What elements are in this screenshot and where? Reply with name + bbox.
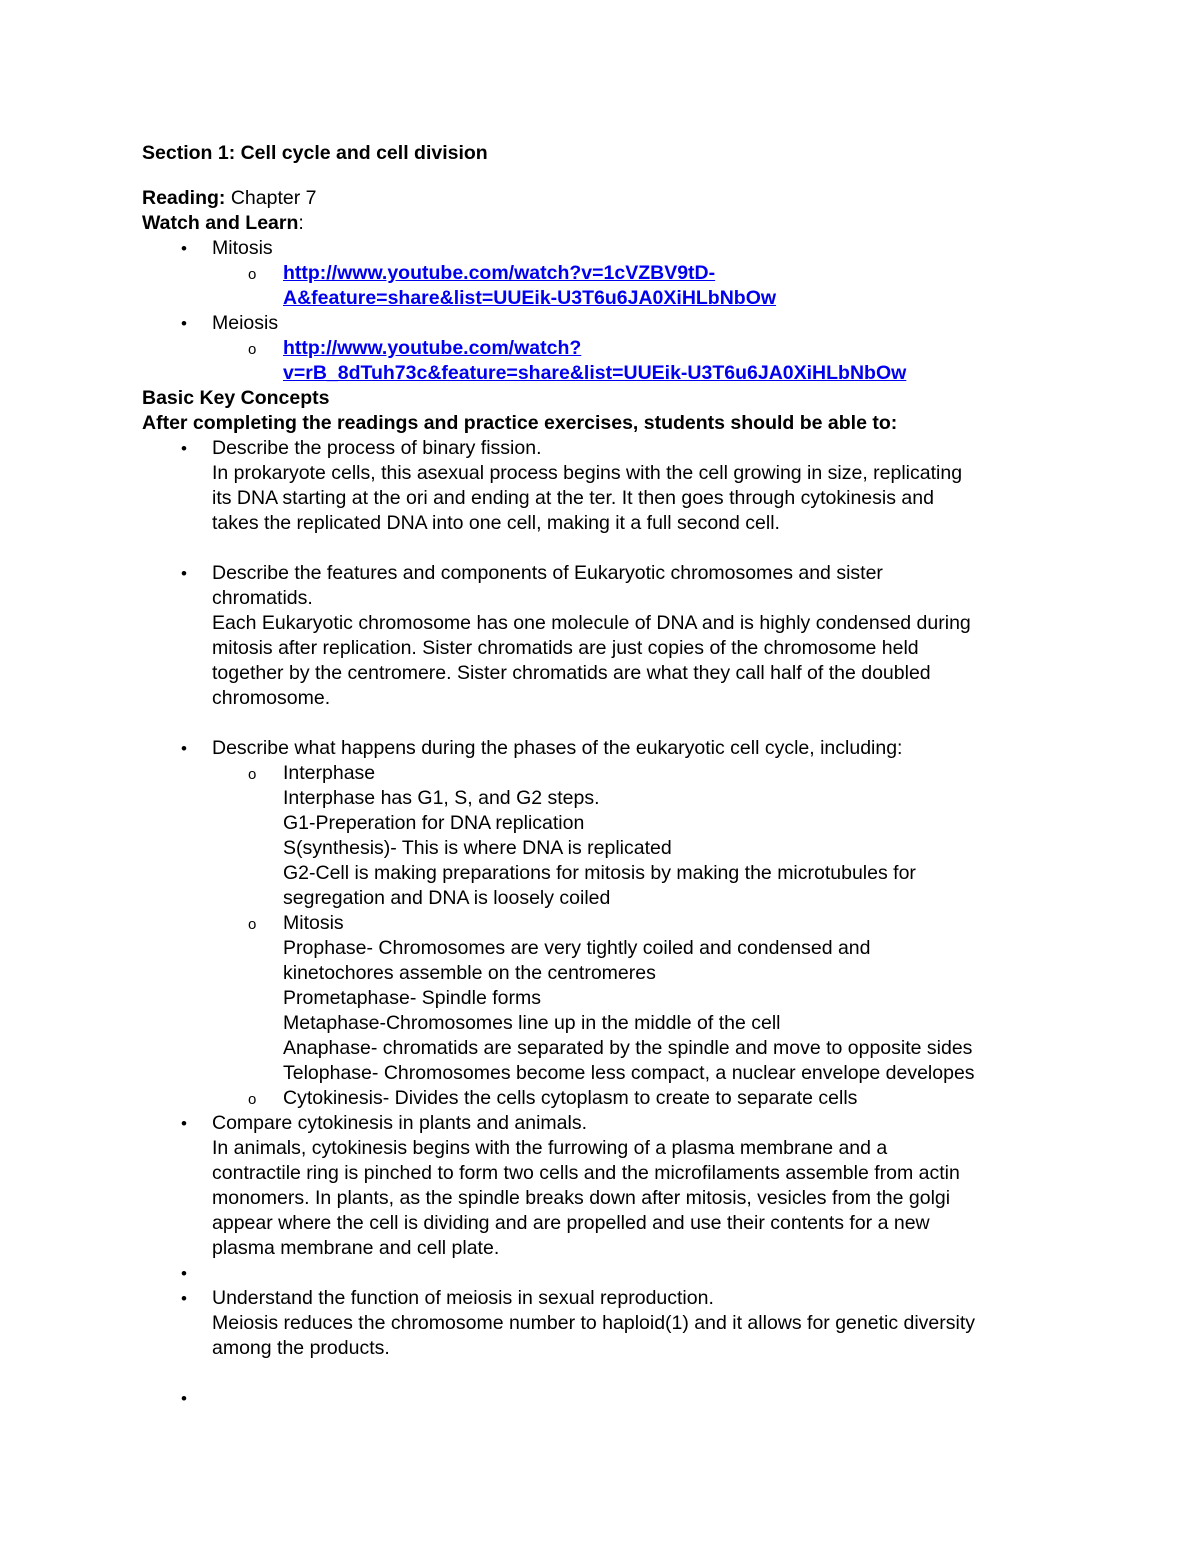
concepts-list <box>142 436 1082 1411</box>
watch-link-item <box>142 336 1082 386</box>
section-title: Section 1: Cell cycle and cell division <box>142 142 488 164</box>
concept-binary-fission <box>142 436 1082 561</box>
sub-bullet-icon: o <box>248 341 257 358</box>
answer-line: In animals, cytokinesis begins with the furrowing of a plasma membrane and a <box>212 1137 888 1159</box>
watch-and-learn-label: Watch and Learn <box>142 212 299 234</box>
answer-line: monomers. In plants, as the spindle breaks down after mitosis, vesicles from the golgi <box>212 1187 951 1209</box>
phase-interphase <box>142 761 1082 911</box>
concept-empty-item <box>142 1261 1082 1286</box>
phase-list <box>212 761 1082 1111</box>
bullet-icon: • <box>181 1289 187 1308</box>
answer-line: together by the centromere. Sister chromatids are what they call half of the doubled <box>212 662 931 684</box>
answer-line: plasma membrane and cell plate. <box>212 1237 500 1259</box>
concept-cytokinesis-comparison <box>142 1111 1082 1261</box>
answer-line: Each Eukaryotic chromosome has one molecule of DNA and is highly condensed during <box>212 612 971 634</box>
phase-line: G1-Preperation for DNA replication <box>283 812 585 834</box>
bullet-icon: • <box>181 314 187 333</box>
phase-line: Prophase- Chromosomes are very tightly coiled and condensed and <box>283 937 871 959</box>
concept-prompt: chromatids. <box>212 587 313 609</box>
phase-line: Anaphase- chromatids are separated by the spindle and move to opposite sides <box>283 1037 973 1059</box>
answer-line: appear where the cell is dividing and are propelled and use their contents for a new <box>212 1212 930 1234</box>
watch-sublist <box>212 336 1082 386</box>
sub-bullet-icon: o <box>248 266 257 283</box>
concept-eukaryotic-chromosomes <box>142 561 1082 736</box>
watch-item-meiosis <box>142 311 1082 386</box>
bullet-icon: • <box>181 564 187 583</box>
phase-name: Interphase <box>283 762 376 784</box>
phase-line: Prometaphase- Spindle forms <box>283 987 541 1009</box>
phase-line: Metaphase-Chromosomes line up in the middle of the cell <box>283 1012 781 1034</box>
phase-name: Mitosis <box>283 912 344 934</box>
watch-item-label: Meiosis <box>212 312 279 334</box>
bullet-icon: • <box>181 739 187 758</box>
bullet-icon: • <box>181 239 187 258</box>
document-page <box>142 141 1082 1411</box>
mitosis-link-line-2[interactable]: A&feature=share&list=UUEik-U3T6u6JA0XiHLbNbOw <box>283 287 777 309</box>
reading-label: Reading: <box>142 187 226 209</box>
meiosis-video-link[interactable] <box>283 337 906 384</box>
answer-line: chromosome. <box>212 687 331 709</box>
concept-prompt: Describe the features and components of Eukaryotic chromosomes and sister <box>212 562 883 584</box>
concept-cell-cycle-phases <box>142 736 1082 1111</box>
phase-line: Telophase- Chromosomes become less compact, a nuclear envelope developes <box>283 1062 975 1084</box>
bullet-icon: • <box>181 1389 187 1408</box>
answer-line: In prokaryote cells, this asexual process begins with the cell growing in size, replicating <box>212 462 963 484</box>
concepts-intro: After completing the readings and practice exercises, students should be able to: <box>142 412 898 434</box>
watch-list <box>142 236 1082 386</box>
answer-line: among the products. <box>212 1337 390 1359</box>
concept-prompt: Compare cytokinesis in plants and animals. <box>212 1112 588 1134</box>
watch-and-learn-line <box>142 211 1082 236</box>
sub-bullet-icon: o <box>248 766 257 783</box>
phase-line: segregation and DNA is loosely coiled <box>283 887 611 909</box>
answer-line: its DNA starting at the ori and ending at the ter. It then goes through cytokinesis and <box>212 487 934 509</box>
concept-prompt: Describe what happens during the phases of the eukaryotic cell cycle, including: <box>212 737 903 759</box>
answer-line: mitosis after replication. Sister chromatids are just copies of the chromosome held <box>212 637 919 659</box>
phase-name: Cytokinesis- Divides the cells cytoplasm to create to separate cells <box>283 1087 858 1109</box>
phase-line: G2-Cell is making preparations for mitosis by making the microtubules for <box>283 862 916 884</box>
phase-line: Interphase has G1, S, and G2 steps. <box>283 787 600 809</box>
phase-line: S(synthesis)- This is where DNA is replicated <box>283 837 672 859</box>
concepts-heading: Basic Key Concepts <box>142 387 330 409</box>
phase-cytokinesis <box>142 1086 1082 1111</box>
watch-item-mitosis <box>142 236 1082 311</box>
mitosis-link-line-1[interactable]: http://www.youtube.com/watch?v=1cVZBV9tD- <box>283 262 716 284</box>
meiosis-link-line-1[interactable]: http://www.youtube.com/watch? <box>283 337 582 359</box>
answer-line: Meiosis reduces the chromosome number to haploid(1) and it allows for genetic diversity <box>212 1312 976 1334</box>
watch-item-label: Mitosis <box>212 237 273 259</box>
sub-bullet-icon: o <box>248 1091 257 1108</box>
meiosis-link-line-2[interactable]: v=rB_8dTuh73c&feature=share&list=UUEik-U3T6u6JA0XiHLbNbOw <box>283 362 907 384</box>
mitosis-video-link[interactable] <box>283 262 776 309</box>
bullet-icon: • <box>181 1264 187 1283</box>
watch-link-item <box>142 261 1082 311</box>
concept-empty-item <box>142 1386 1082 1411</box>
concept-prompt: Understand the function of meiosis in sexual reproduction. <box>212 1287 714 1309</box>
reading-line <box>142 186 1082 211</box>
phase-mitosis <box>142 911 1082 1086</box>
sub-bullet-icon: o <box>248 916 257 933</box>
phase-line: kinetochores assemble on the centromeres <box>283 962 656 984</box>
reading-value: Chapter 7 <box>225 187 317 209</box>
answer-line: takes the replicated DNA into one cell, making it a full second cell. <box>212 512 780 534</box>
watch-sublist <box>212 261 1082 311</box>
concept-prompt: Describe the process of binary fission. <box>212 437 542 459</box>
bullet-icon: • <box>181 439 187 458</box>
answer-line: contractile ring is pinched to form two cells and the microfilaments assemble from actin <box>212 1162 960 1184</box>
concept-meiosis-function <box>142 1286 1082 1386</box>
watch-and-learn-colon: : <box>298 212 304 234</box>
bullet-icon: • <box>181 1114 187 1133</box>
